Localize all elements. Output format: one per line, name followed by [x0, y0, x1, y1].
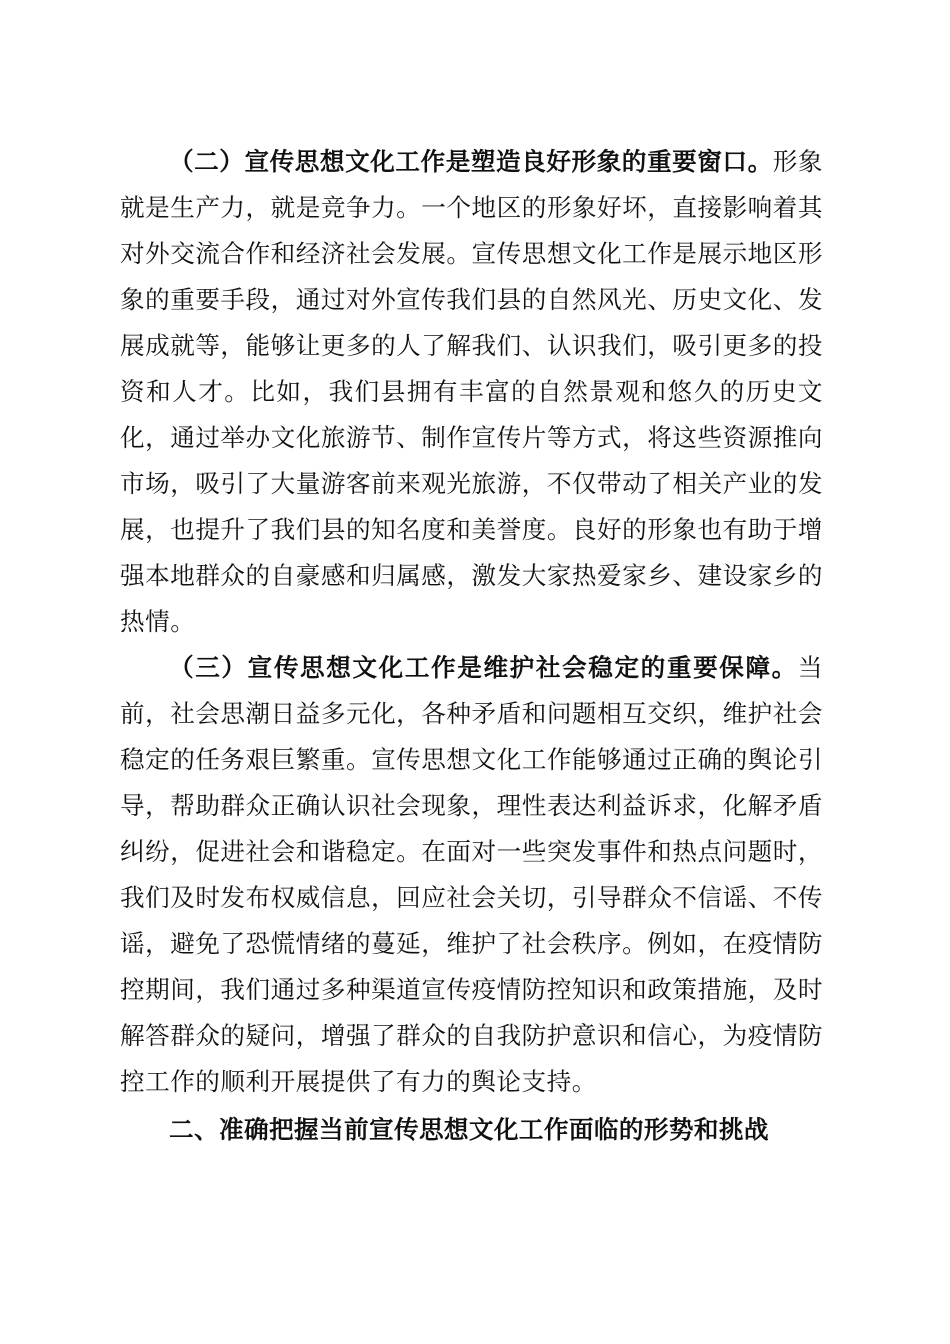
paragraph-section-three — [120, 645, 823, 1105]
paragraph-section-two — [120, 139, 823, 645]
paragraph-body-section-three: 当前，社会思潮日益多元化，各种矛盾和问题相互交织，维护社会稳定的任务艰巨繁重。宣传思想文化工作能够通过正确的舆论引导，帮助群众正确认识社会现象，理性表达利益诉求，化解矛盾纠纷，促进社会和谐稳定。在面对一些突发事件和热点问题时，我们及时发布权威信息，回应社会关切，引导群众不信谣、不传谣，避免了恐慌情绪的蔓延，维护了社会秩序。例如，在疫情防控期间，我们通过多种渠道宣传疫情防控知识和政策措施，及时解答群众的疑问，增强了群众的自我防护意识和信心，为疫情防控工作的顺利开展提供了有力的舆论支持。 — [120, 653, 823, 1096]
paragraph-body-section-two: 形象就是生产力，就是竞争力。一个地区的形象好坏，直接影响着其对外交流合作和经济社会发展。宣传思想文化工作是展示地区形象的重要手段，通过对外宣传我们县的自然风光、历史文化、发展成就等，能够让更多的人了解我们、认识我们，吸引更多的投资和人才。比如，我们县拥有丰富的自然景观和悠久的历史文化，通过举办文化旅游节、制作宣传片等方式，将这些资源推向市场，吸引了大量游客前来观光旅游，不仅带动了相关产业的发展，也提升了我们县的知名度和美誉度。良好的形象也有助于增强本地群众的自豪感和归属感，激发大家热爱家乡、建设家乡的热情。 — [120, 147, 823, 636]
paragraph-lead-section-three: （三）宣传思想文化工作是维护社会稳定的重要保障。 — [169, 653, 798, 682]
document-page — [120, 139, 823, 1153]
paragraph-lead-section-two: （二）宣传思想文化工作是塑造良好形象的重要窗口。 — [169, 147, 773, 176]
section-heading-two: 二、准确把握当前宣传思想文化工作面临的形势和挑战 — [169, 1115, 769, 1144]
